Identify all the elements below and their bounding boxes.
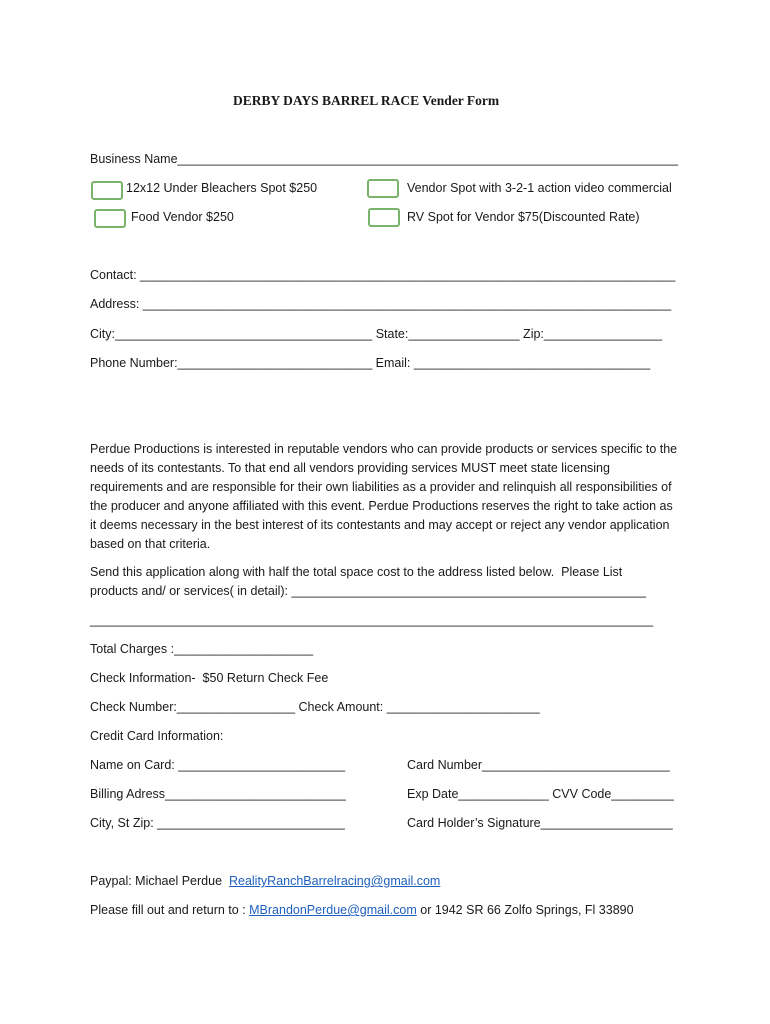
checkbox-under-bleachers[interactable] [91, 181, 123, 200]
paypal-email-link[interactable]: RealityRanchBarrelracing@gmail.com [228, 874, 441, 888]
send-instructions: Send this application along with half the total space cost to the address listed below. Please List [90, 565, 623, 579]
return-address: or 1942 SR 66 Zolfo Springs, Fl 33890 [416, 903, 634, 917]
name-on-card-field[interactable]: Name on Card: ________________________ [90, 758, 346, 772]
products-services-extra-line[interactable]: _________________________________________________________________________________ [90, 613, 654, 627]
credit-card-heading: Credit Card Information: [90, 729, 224, 743]
business-name-field[interactable]: Business Name________________________________________________________________________ [90, 152, 679, 166]
checkbox-rv-spot[interactable] [368, 208, 400, 227]
return-label: Please fill out and return to : [90, 903, 250, 917]
card-number-field[interactable]: Card Number___________________________ [407, 758, 670, 772]
exp-date-cvv-field[interactable]: Exp Date_____________ CVV Code_________ [407, 787, 674, 801]
return-line [90, 902, 634, 918]
option-food-vendor-label: Food Vendor $250 [131, 210, 234, 224]
paypal-line [90, 873, 440, 889]
check-number-amount-field[interactable]: Check Number:_________________ Check Amount: ______________________ [90, 700, 540, 714]
option-rv-spot-label: RV Spot for Vendor $75(Discounted Rate) [407, 210, 640, 224]
terms-paragraph: Perdue Productions is interested in reputable vendors who can provide products or services specific to the needs of its contestants. To that end all vendors providing services MUST meet state licensing requirements and are responsible for their own liabilities as a provider and relinquish all responsibilities of the producer and anyone affiliated with this event. Perdue Productions reserves the right to take action as it deems necessary in the best interest of its contestants and may accept or reject any vendor application based on that criteria. [90, 442, 678, 551]
contact-field[interactable]: Contact: _____________________________________________________________________________ [90, 268, 676, 282]
city-state-zip-field[interactable]: City:_____________________________________ State:________________ Zip:_________________ [90, 327, 663, 341]
return-email-link[interactable]: MBrandonPerdue@gmail.com [249, 903, 417, 917]
total-charges-field[interactable]: Total Charges :____________________ [90, 642, 314, 656]
option-vendor-video-label: Vendor Spot with 3-2-1 action video commercial [407, 181, 672, 195]
option-under-bleachers-label: 12x12 Under Bleachers Spot $250 [126, 181, 318, 195]
form-title: DERBY DAYS BARREL RACE Vender Form [233, 93, 500, 108]
billing-address-field[interactable]: Billing Adress__________________________ [90, 787, 346, 801]
address-field[interactable]: Address: ____________________________________________________________________________ [90, 297, 672, 311]
city-st-zip-field[interactable]: City, St Zip: ___________________________ [90, 816, 345, 830]
paypal-label: Paypal: Michael Perdue [90, 874, 229, 888]
checkbox-vendor-video[interactable] [367, 179, 399, 198]
checkbox-food-vendor[interactable] [94, 209, 126, 228]
products-services-field[interactable]: products and/ or services( in detail): ___________________________________________________ [90, 584, 647, 598]
check-information: Check Information- $50 Return Check Fee [90, 671, 329, 685]
card-holder-signature-field[interactable]: Card Holder’s Signature___________________ [407, 816, 673, 830]
phone-email-field[interactable]: Phone Number:____________________________ Email: __________________________________ [90, 356, 651, 370]
